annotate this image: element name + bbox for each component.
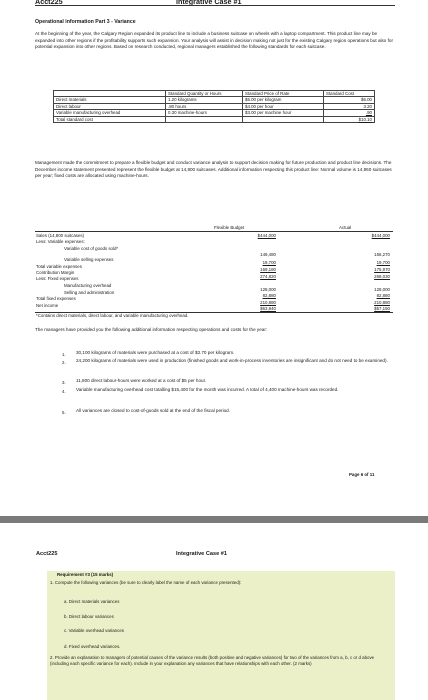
subquestion-a: a. Direct materials variances [64,599,120,604]
list-item-number: 3. [62,380,66,385]
table-cell: $10.10 [324,116,375,122]
income-flex-value: $444,000 [257,233,276,238]
list-item-number: 1. [62,352,66,357]
income-row-label: Variable cost of goods sold* [64,246,119,251]
list-item-number: 5. [62,410,66,415]
income-row-label: Contribution Margin [36,270,75,275]
intro-paragraph: At the beginning of the year, the Calgary Region expanded its product line to include a business suitcase on wheels with a laptop compartment. This product line may be expanded into other regions if the profitability supports such expansion. Your analysis will assist in decision making not just for the existing Calgary region operations but also for potential expansion into other regions. Based on research conducted, regional managers established the following standards for each suitcase. [35,31,394,50]
income-actual-value: 210,880 [374,300,390,305]
actual-header: Actual [339,225,352,230]
income-row-label: Total variable expenses [36,264,82,269]
table-cell [243,116,324,122]
income-row-label: Less: Variable expenses: [36,239,85,244]
list-item-number: 4. [62,389,66,394]
list-item: Variable manufacturing overhead cost totalling $15,400 for the month was incurred. A total of 4,400 machine-hours was recorded. [76,387,339,392]
table-cell: $4.00 per hour [243,103,324,109]
income-row-label: Selling and administration [64,290,115,295]
standards-header-cell: Standard Cost [324,91,375,97]
table-cell: Direct materials [54,97,166,103]
requirement-highlight-box [47,571,395,700]
income-row-label: Manufacturing overhead [64,283,112,288]
income-actual-value: 19,700 [376,260,390,265]
income-actual-value: $57,150 [374,306,390,311]
subquestion-c: c. Variable overhead variances [64,628,124,633]
table-row [54,116,375,122]
list-item: 24,200 kilograms of materials were used in production (finished goods and work-in-process inventories are insignificant and do not need to be examined). [76,358,388,363]
list-item: 11,800 direct labour-hours were worked at a cost of $5 per hour. [76,378,207,383]
income-row-label: Net income [36,303,59,308]
income-row-label: Total fixed expenses [36,296,76,301]
management-paragraph: Management made the commitment to prepare a flexible budget and conduct variance analysis to support decision making for future production and product line decisions. The December income statement presented represent the flexible budget at 14,800 suitcases. Additional information respecting this product line: Normal volume is 14,950 suitcases per year; fixed costs are allocated using machine-hours. [35,160,392,179]
table-cell: $6.00 [324,97,375,103]
standards-table [53,90,375,123]
income-actual-value: 82,880 [376,293,390,298]
income-flex-value: 274,820 [260,274,276,279]
income-row-label: Variable selling expenses [64,257,114,262]
income-flex-value: 128,000 [260,287,276,292]
list-item: All variances are closed to cost-of-goods sold at the end of the fiscal period. [76,408,230,413]
case-header: Integrative Case #1 [176,551,227,557]
income-flex-value: $63,940 [260,306,276,311]
standards-header-cell: Standard Price of Rate [243,91,324,97]
income-flex-value: 19,700 [262,260,276,265]
income-footnote: *Contains direct materials, direct labour, and variable manufacturing overhead. [36,313,189,318]
income-actual-value: 175,970 [374,267,390,272]
additional-info-intro: The managers have provided you the following additional information respecting operations and costs for the year: [35,327,268,332]
subquestion-b: b. Direct labour variances [64,614,114,619]
table-cell: Total standard cost [54,116,166,122]
table-cell: 0.30 machine-hours [166,110,243,116]
income-actual-value: $444,000 [371,233,390,238]
income-actual-value: 128,000 [374,287,390,292]
list-item: 30,100 kilograms of materials were purchased at a cost of $3.70 per kilogram. [76,350,235,355]
standards-header-cell: Standard Quantity or Hours [166,91,243,97]
table-cell: Variable manufacturing overhead [54,110,166,116]
course-header: Acct225 [36,551,58,557]
document-page-7 [0,523,428,700]
table-cell: $3.00 per machine hour [243,110,324,116]
table-cell: 1.20 kilograms [166,97,243,103]
header-rule [35,5,395,6]
table-cell: .80 hours [166,103,243,109]
section-title: Operational information Part 3 - Variance [35,19,136,25]
income-flex-value: 82,880 [262,293,276,298]
case-header: Integrative Case #1 [176,0,242,6]
question-1: 1. Compute the following variances (be sure to clearly label the name of each variance presented): [50,580,242,585]
income-row-label: Less: Fixed expenses [36,276,79,281]
list-item-number: 2. [62,360,66,365]
table-cell: 3.20 [324,103,375,109]
income-flex-value: 169,180 [260,267,276,272]
table-cell: .90 [324,110,375,116]
question-2: 2. Provide an explanation to managers of potential causes of the variance results (both positive and negative variances) for two of the variances from a, b, c or d above (including each specific variance for each). Include in your explanation any variances that have relationships with each other. (2 marks) [50,655,375,666]
table-cell: Direct labour [54,103,166,109]
income-flex-value: 149,480 [260,252,276,257]
table-cell: $5.00 per kilogram [243,97,324,103]
income-actual-value: 268,030 [374,274,390,279]
course-header: Acct225 [35,0,63,6]
page-number: Page 6 of 11 [349,472,375,477]
flexible-budget-header: Flexible Budget [214,225,245,230]
income-row-label: Sales (14,800 suitcases) [36,233,85,238]
income-top-rule [35,231,393,232]
requirement-title: Requirement #3 (15 marks) [57,572,114,577]
income-flex-value: 210,880 [260,300,276,305]
table-cell [166,116,243,122]
income-actual-value: 156,270 [374,252,390,257]
subquestion-d: d. Fixed overhead variances. [64,644,121,649]
